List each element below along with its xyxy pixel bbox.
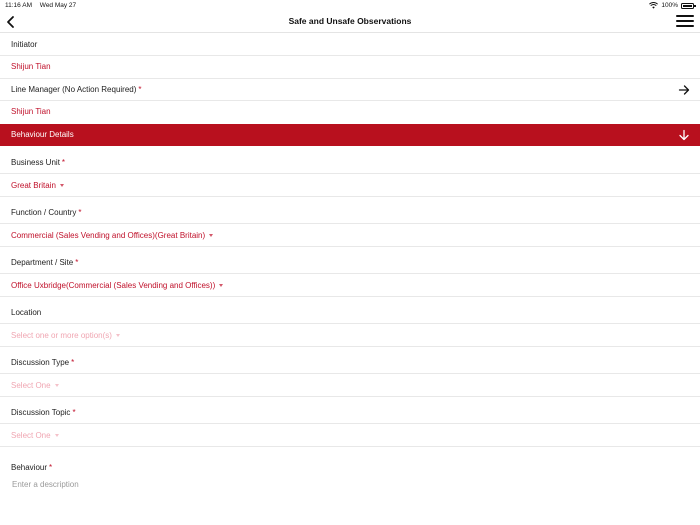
divider	[0, 323, 700, 324]
caret-down-icon	[55, 434, 59, 437]
divider	[0, 100, 700, 101]
caret-down-icon	[60, 184, 64, 187]
initiator-label-row	[0, 40, 700, 49]
line-manager-row[interactable]	[0, 85, 700, 94]
nav-bar	[0, 11, 700, 33]
function-country-select[interactable]	[0, 231, 700, 240]
divider	[0, 223, 700, 224]
function-country-label-row	[0, 208, 700, 217]
department-site-label: Department / Site	[11, 258, 74, 267]
department-site-select[interactable]	[0, 281, 700, 290]
line-manager-label: Line Manager (No Action Required)	[11, 85, 137, 94]
divider	[0, 423, 700, 424]
behaviour-textarea[interactable]	[0, 480, 700, 489]
divider	[0, 173, 700, 174]
discussion-topic-label-row	[0, 408, 700, 417]
caret-down-icon	[116, 334, 120, 337]
caret-down-icon	[55, 384, 59, 387]
location-placeholder: Select one or more option(s)	[11, 331, 112, 340]
initiator-value: Shijun Tian	[11, 62, 51, 71]
location-label-row	[0, 308, 700, 317]
department-site-value: Office Uxbridge(Commercial (Sales Vending and Offices))	[11, 281, 216, 290]
section-header-label: Behaviour Details	[11, 130, 74, 139]
divider	[0, 273, 700, 274]
divider	[0, 55, 700, 56]
discussion-topic-placeholder: Select One	[11, 431, 51, 440]
status-date: Wed May 27	[39, 2, 77, 9]
discussion-type-label: Discussion Type	[11, 358, 70, 367]
divider	[0, 346, 700, 347]
location-select[interactable]	[0, 331, 700, 340]
discussion-topic-select[interactable]	[0, 431, 700, 440]
function-country-label: Function / Country	[11, 208, 77, 217]
required-marker: *	[72, 408, 76, 417]
divider	[0, 78, 700, 79]
discussion-topic-label: Discussion Topic	[11, 408, 71, 417]
business-unit-label-row	[0, 158, 700, 167]
status-time: 11:16 AM	[5, 2, 32, 9]
arrow-right-icon[interactable]	[678, 84, 690, 96]
function-country-value: Commercial (Sales Vending and Offices)(Great Britain)	[11, 231, 206, 240]
business-unit-value: Great Britain	[11, 181, 56, 190]
discussion-type-label-row	[0, 358, 700, 367]
arrow-down-icon	[678, 129, 690, 141]
discussion-type-placeholder: Select One	[11, 381, 51, 390]
divider	[0, 373, 700, 374]
status-bar	[0, 0, 700, 11]
caret-down-icon	[219, 284, 223, 287]
behaviour-label-row	[0, 463, 700, 472]
business-unit-select[interactable]	[0, 181, 700, 190]
behaviour-details-section-header[interactable]	[0, 124, 700, 146]
required-marker: *	[75, 258, 79, 267]
caret-down-icon	[209, 234, 213, 237]
required-marker: *	[78, 208, 82, 217]
department-site-label-row	[0, 258, 700, 267]
required-marker: *	[71, 358, 75, 367]
divider	[0, 196, 700, 197]
battery-percent: 100%	[661, 2, 678, 9]
behaviour-label: Behaviour	[11, 463, 48, 472]
initiator-label: Initiator	[11, 40, 38, 49]
required-marker: *	[61, 158, 66, 167]
required-marker: *	[138, 85, 142, 94]
divider	[0, 396, 700, 397]
hamburger-icon-line	[676, 25, 694, 27]
hamburger-icon	[676, 15, 694, 17]
initiator-value-row	[0, 62, 700, 71]
location-label: Location	[11, 308, 42, 317]
divider	[0, 296, 700, 297]
discussion-type-select[interactable]	[0, 381, 700, 390]
page-title: Safe and Unsafe Observations	[288, 16, 412, 26]
battery-icon	[681, 3, 694, 9]
business-unit-label: Business Unit	[11, 158, 60, 167]
hamburger-icon-line	[676, 20, 694, 22]
required-marker: *	[49, 463, 53, 472]
divider	[0, 446, 700, 447]
divider	[0, 246, 700, 247]
menu-button[interactable]	[676, 15, 694, 29]
behaviour-placeholder: Enter a description	[12, 480, 79, 489]
line-manager-value-row	[0, 107, 700, 116]
wifi-icon	[649, 2, 658, 9]
line-manager-value: Shijun Tian	[11, 107, 51, 116]
